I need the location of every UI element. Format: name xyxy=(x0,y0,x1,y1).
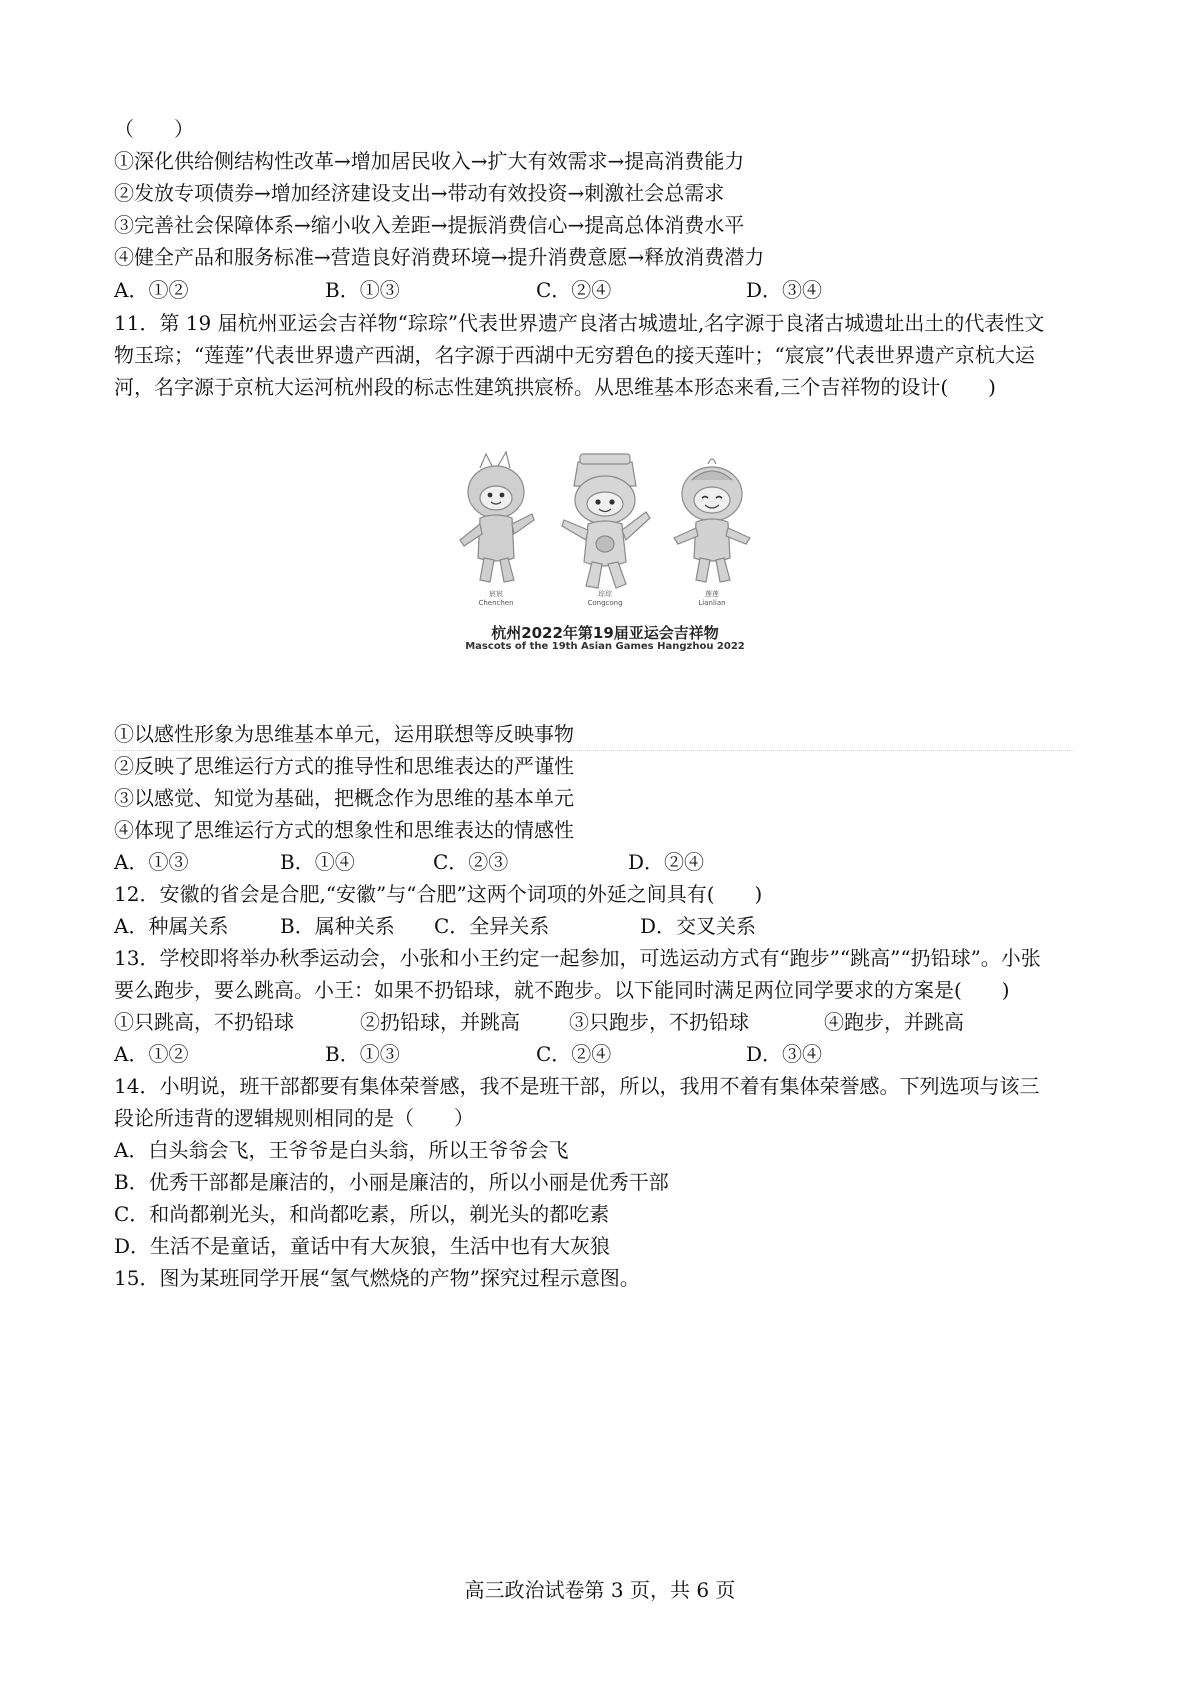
mascot-caption-3 xyxy=(682,590,742,608)
mascot-caption-2 xyxy=(575,590,635,608)
mascot-3-cn: 莲莲 xyxy=(705,590,719,598)
q11-item-3: ③以感觉、知觉为基础，把概念作为思维的基本单元 xyxy=(114,786,574,810)
q13-option-d[interactable]: D．③④ xyxy=(746,1042,823,1066)
q11-item-1: ①以感性形象为思维基本单元，运用联想等反映事物 xyxy=(114,722,574,746)
q12-option-a[interactable]: A．种属关系 xyxy=(114,914,229,938)
figure-subtitle: Mascots of the 19th Asian Games Hangzhou 2022 xyxy=(465,641,745,652)
mascot-3-en: Lianlian xyxy=(698,599,726,607)
q15-stem: 15．图为某班同学开展“氢气燃烧的产物”探究过程示意图。 xyxy=(114,1266,640,1290)
mascot-lianlian-image xyxy=(674,459,750,582)
mascot-2-en: Congcong xyxy=(587,599,623,607)
figure-title: 杭州2022年第19届亚运会吉祥物 xyxy=(491,624,719,642)
q10-option-b[interactable]: B．①③ xyxy=(325,278,400,302)
q13-option-b[interactable]: B．①③ xyxy=(325,1042,400,1066)
q11-option-b[interactable]: B．①④ xyxy=(280,850,355,874)
q12-option-b[interactable]: B．属种关系 xyxy=(280,914,395,938)
q11-option-d[interactable]: D．②④ xyxy=(628,850,705,874)
q10-item-1: ①深化供给侧结构性改革→增加居民收入→扩大有效需求→提高消费能力 xyxy=(114,149,745,173)
q14-choice-b[interactable]: B．优秀干部都是廉洁的，小丽是廉洁的，所以小丽是优秀干部 xyxy=(114,1170,669,1194)
mascot-figure xyxy=(440,440,770,660)
q14-stem-line-1: 14．小明说，班干部都要有集体荣誉感，我不是班干部，所以，我用不着有集体荣誉感。下列选项与该三 xyxy=(114,1074,1040,1098)
q12-option-d[interactable]: D．交叉关系 xyxy=(640,914,757,938)
q10-blank: （ ） xyxy=(114,117,194,141)
q10-option-c[interactable]: C．②④ xyxy=(536,278,612,302)
q13-item-1: ①只跳高，不扔铅球 xyxy=(114,1010,294,1034)
q14-choice-a[interactable]: A．白头翁会飞，王爷爷是白头翁，所以王爷爷会飞 xyxy=(114,1138,569,1162)
mascot-1-cn: 宸宸 xyxy=(489,590,503,598)
q11-stem-line-1: 11．第 19 届杭州亚运会吉祥物“琮琮”代表世界遗产良渚古城遗址,名字源于良渚古城遗址出土的代表性文 xyxy=(114,311,1045,335)
q13-item-3: ③只跑步，不扔铅球 xyxy=(569,1010,749,1034)
q11-stem-line-2: 物玉琮；“莲莲”代表世界遗产西湖，名字源于西湖中无穷碧色的接天莲叶；“宸宸”代表世界遗产京杭大运 xyxy=(114,343,1035,367)
mascot-1-en: Chenchen xyxy=(478,599,514,607)
q10-item-4: ④健全产品和服务标准→营造良好消费环境→提升消费意愿→释放消费潜力 xyxy=(114,245,765,269)
q11-item-2: ②反映了思维运行方式的推导性和思维表达的严谨性 xyxy=(114,754,574,778)
q13-stem-line-1: 13．学校即将举办秋季运动会，小张和小王约定一起参加，可选运动方式有“跑步”“跳高”“扔铅球”。小张 xyxy=(114,946,1041,970)
q14-choice-d[interactable]: D．生活不是童话，童话中有大灰狼，生活中也有大灰狼 xyxy=(114,1234,611,1258)
q13-option-a[interactable]: A．①② xyxy=(114,1042,189,1066)
q11-option-c[interactable]: C．②③ xyxy=(433,850,509,874)
q10-option-d[interactable]: D．③④ xyxy=(746,278,823,302)
q13-item-4: ④跑步，并跳高 xyxy=(824,1010,964,1034)
q11-item-4: ④体现了思维运行方式的想象性和思维表达的情感性 xyxy=(114,818,574,842)
q13-stem-line-2: 要么跑步，要么跳高。小王：如果不扔铅球，就不跑步。以下能同时满足两位同学要求的方案是( ) xyxy=(114,978,1010,1002)
q11-stem-line-3: 河，名字源于京杭大运河杭州段的标志性建筑拱宸桥。从思维基本形态来看,三个吉祥物的设计( ) xyxy=(114,375,996,399)
q14-stem-line-2: 段论所违背的逻辑规则相同的是（ ） xyxy=(114,1106,474,1130)
q14-choice-c[interactable]: C．和尚都剃光头，和尚都吃素，所以，剃光头的都吃素 xyxy=(114,1202,610,1226)
mascot-congcong-image xyxy=(562,454,650,588)
q12-stem: 12．安徽的省会是合肥,“安徽”与“合肥”这两个词项的外延之间具有( ) xyxy=(114,882,763,906)
q11-option-a[interactable]: A．①③ xyxy=(114,850,189,874)
q13-option-c[interactable]: C．②④ xyxy=(536,1042,612,1066)
mascot-caption-1 xyxy=(466,590,526,608)
page-footer: 高三政治试卷第 3 页，共 6 页 xyxy=(464,1578,736,1602)
q10-item-3: ③完善社会保障体系→缩小收入差距→提振消费信心→提高总体消费水平 xyxy=(114,213,745,237)
q13-item-2: ②扔铅球，并跳高 xyxy=(360,1010,520,1034)
q10-item-2: ②发放专项债券→增加经济建设支出→带动有效投资→刺激社会总需求 xyxy=(114,181,725,205)
mascot-2-cn: 琮琮 xyxy=(598,590,612,598)
q12-option-c[interactable]: C．全异关系 xyxy=(434,914,550,938)
mascot-chenchen-image xyxy=(460,452,534,582)
q10-option-a[interactable]: A．①② xyxy=(114,278,189,302)
